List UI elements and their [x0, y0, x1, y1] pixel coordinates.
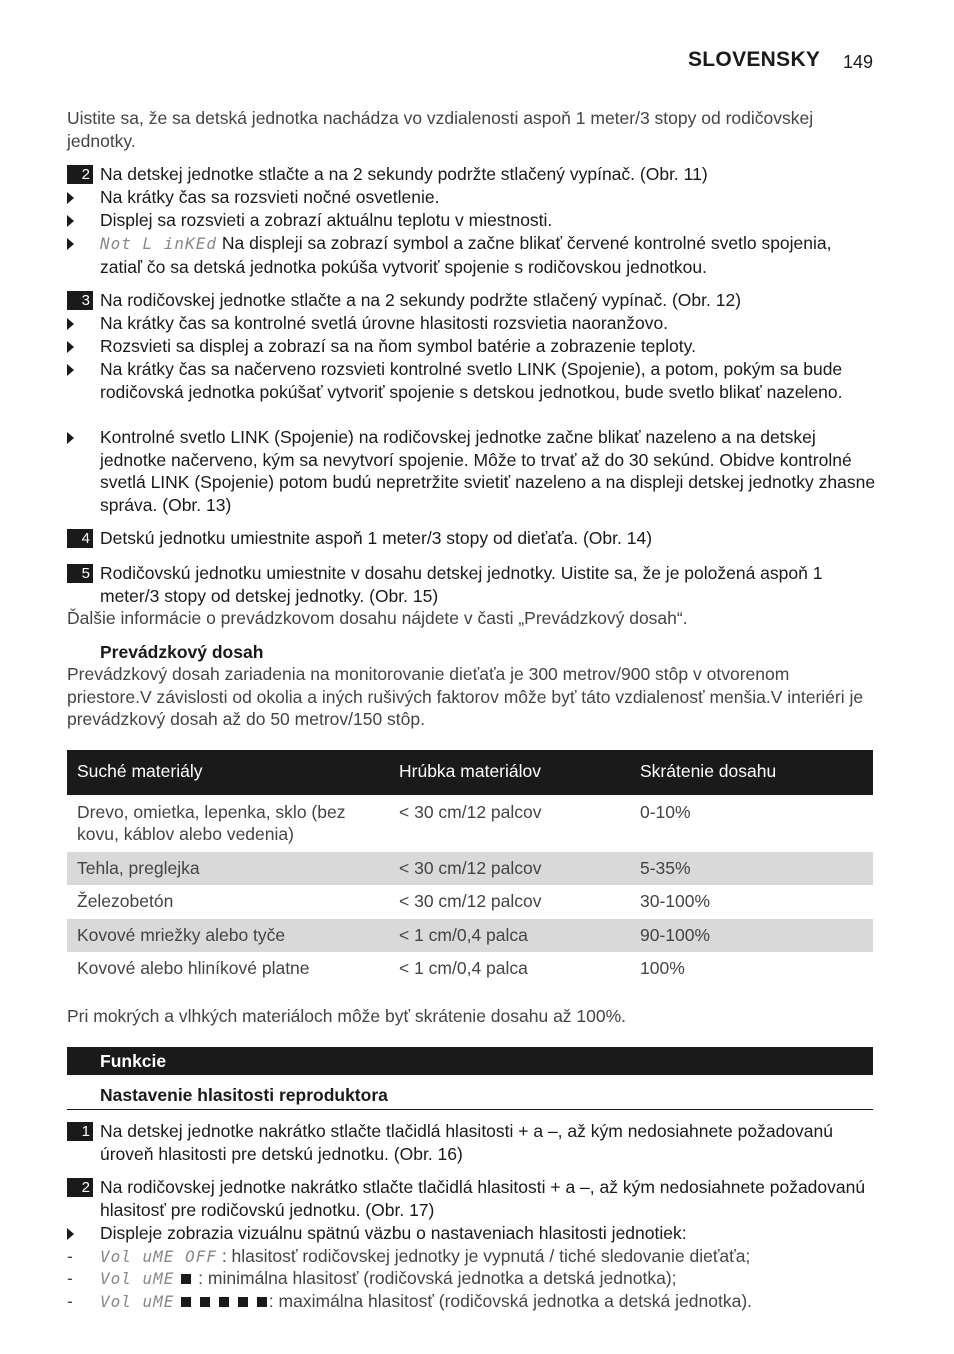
bullet-arrow-icon — [67, 215, 74, 227]
step-number: 3 — [67, 291, 93, 310]
step-text: Na detskej jednotke nakrátko stlačte tlačidlá hlasitosti + a –, až kým nedosiahnete požadovanú úroveň hlasitosti pre detskú jednotku. (Obr. 16) — [100, 1121, 834, 1164]
lcd-volume: Vol uME — [100, 1269, 175, 1288]
intro-paragraph: Uistite sa, že sa detská jednotka nachádza vo vzdialenosti aspoň 1 meter/3 stopy od rodičovskej jednotky. — [67, 108, 814, 151]
volume-level-square-icon — [257, 1297, 267, 1307]
column-header: Hrúbka materiálov — [389, 750, 630, 795]
step-text: Na rodičovskej jednotke nakrátko stlačte tlačidlá hlasitosti + a –, až kým nedosiahnete požadovanú hlasitosť pre rodičovskú jednotku. (Obr. 17) — [100, 1177, 866, 1220]
page-number: 149 — [843, 52, 874, 72]
volume-subheading: Nastavenie hlasitosti reproduktora — [100, 1085, 388, 1105]
step-5 — [67, 562, 877, 607]
more-info-paragraph: Ďalšie informácie o prevádzkovom dosahu nájdete v časti „Prevádzkový dosah“. — [67, 608, 688, 628]
table-row: Tehla, preglejka < 30 cm/12 palcov 5-35% — [67, 852, 873, 886]
bullet-arrow-icon — [67, 318, 74, 330]
bullet-item: Na krátky čas sa kontrolné svetlá úrovne hlasitosti rozsvietia naoranžovo. — [67, 312, 877, 335]
dash-marker: - — [67, 1291, 73, 1311]
step-number: 2 — [67, 1178, 93, 1197]
section-bar — [67, 1047, 873, 1075]
bullet-arrow-icon — [67, 192, 74, 204]
column-header: Suché materiály — [67, 750, 389, 795]
bullet-item: Displeje zobrazia vizuálnu spätnú väzbu o nastaveniach hlasitosti jednotiek: — [67, 1222, 877, 1245]
wet-materials-note: Pri mokrých a vlhkých materiáloch môže byť skrátenie dosahu až 100%. — [67, 1006, 627, 1026]
table-row: Kovové alebo hliníkové platne < 1 cm/0,4 palca 100% — [77, 958, 685, 978]
dash-marker: - — [67, 1246, 73, 1266]
bullet-item: Na krátky čas sa rozsvieti nočné osvetlenie. — [67, 186, 877, 209]
volume-level-square-icon — [238, 1297, 248, 1307]
function-step-2 — [67, 1176, 877, 1221]
step-4 — [67, 527, 877, 550]
dash-item: - Vol uME : maximálna hlasitosť (rodičovská jednotka a detská jednotka). — [67, 1291, 753, 1311]
range-paragraph: Prevádzkový dosah zariadenia na monitorovanie dieťaťa je 300 metrov/900 stôp v otvorenom priestore.V závislosti od okolia a iných rušivých faktorov môže byť táto vzdialenosť menšia.V interiéri je prevádzkový dosah až do 50 metrov/150 stôp. — [67, 664, 864, 729]
step-text: Rodičovskú jednotku umiestnite v dosahu detskej jednotky. Uistite sa, že je položená aspoň 1 meter/3 stopy od detskej jednotky. (Obr. 15) — [100, 563, 823, 606]
bullet-arrow-icon — [67, 432, 74, 444]
lcd-volume: Vol uME — [100, 1292, 175, 1311]
table-row: Železobetón < 30 cm/12 palcov 30-100% — [77, 891, 711, 911]
section-language: SLOVENSKY — [688, 48, 821, 71]
step-text: Detskú jednotku umiestnite aspoň 1 meter/3 stopy od dieťaťa. (Obr. 14) — [100, 528, 653, 548]
bullet-arrow-icon — [67, 1228, 74, 1240]
dash-item: - Vol uME : minimálna hlasitosť (rodičovská jednotka a detská jednotka); — [67, 1268, 677, 1288]
bullet-item: Not L inKEd Na displeji sa zobrazí symbol a začne blikať červené kontrolné svetlo spojenia, zatiaľ čo sa detská jednotka pokúša vytvoriť spojenie s rodičovskou jednotkou. — [67, 232, 877, 278]
divider — [67, 1109, 873, 1110]
range-reduction-table — [67, 750, 873, 986]
lcd-volume-off: Vol uME OFF — [100, 1247, 217, 1266]
volume-level-square-icon — [219, 1297, 229, 1307]
column-header: Skrátenie dosahu — [630, 750, 873, 795]
bullet-arrow-icon — [67, 341, 74, 353]
section-title: Funkcie — [100, 1051, 167, 1071]
lcd-not-linked: Not L inKEd — [100, 234, 217, 253]
bullet-arrow-icon — [67, 364, 74, 376]
volume-level-square-icon — [181, 1274, 191, 1284]
step-number: 1 — [67, 1122, 93, 1141]
volume-level-square-icon — [181, 1297, 191, 1307]
step-text: Na detskej jednotke stlačte a na 2 sekundy podržte stlačený vypínač. (Obr. 11) — [100, 164, 708, 184]
bullet-item: Na krátky čas sa načerveno rozsvieti kontrolné svetlo LINK (Spojenie), a potom, pokým sa bude rodičovská jednotka pokúšať vytvoriť spojenie s detskou jednotkou, bude svetlo blikať nazeleno. — [67, 358, 877, 403]
table-header-row — [67, 750, 873, 795]
step-2 — [67, 163, 877, 186]
step-number: 5 — [67, 564, 93, 583]
bullet-item: Kontrolné svetlo LINK (Spojenie) na rodičovskej jednotke začne blikať nazeleno a na detskej jednotke načerveno, kým sa nevytvorí spojenie. Môže to trvať až do 30 sekúnd. Obidve kontrolné svetlá LINK (Spojenie) potom budú nepretržite svietiť nazeleno a na displeji detskej jednotky zhasne správa. (Obr. 13) — [67, 426, 877, 516]
bullet-arrow-icon — [67, 238, 74, 250]
volume-level-square-icon — [200, 1297, 210, 1307]
bullet-item: Displej sa rozsvieti a zobrazí aktuálnu teplotu v miestnosti. — [67, 209, 877, 232]
step-text: Na rodičovskej jednotke stlačte a na 2 sekundy podržte stlačený vypínač. (Obr. 12) — [100, 290, 742, 310]
step-number: 2 — [67, 165, 93, 184]
range-heading: Prevádzkový dosah — [100, 642, 264, 662]
step-3 — [67, 289, 877, 312]
table-row: Kovové mriežky alebo tyče < 1 cm/0,4 palca 90-100% — [67, 919, 873, 953]
table-row: Drevo, omietka, lepenka, sklo (bez kovu, káblov alebo vedenia) < 30 cm/12 palcov 0-10% — [77, 801, 691, 844]
dash-item: - Vol uME OFF : hlasitosť rodičovskej jednotky je vypnutá / tiché sledovanie dieťaťa; — [67, 1246, 751, 1266]
dash-marker: - — [67, 1268, 73, 1288]
step-number: 4 — [67, 529, 93, 548]
function-step-1 — [67, 1120, 877, 1165]
bullet-item: Rozsvieti sa displej a zobrazí sa na ňom symbol batérie a zobrazenie teploty. — [67, 335, 877, 358]
